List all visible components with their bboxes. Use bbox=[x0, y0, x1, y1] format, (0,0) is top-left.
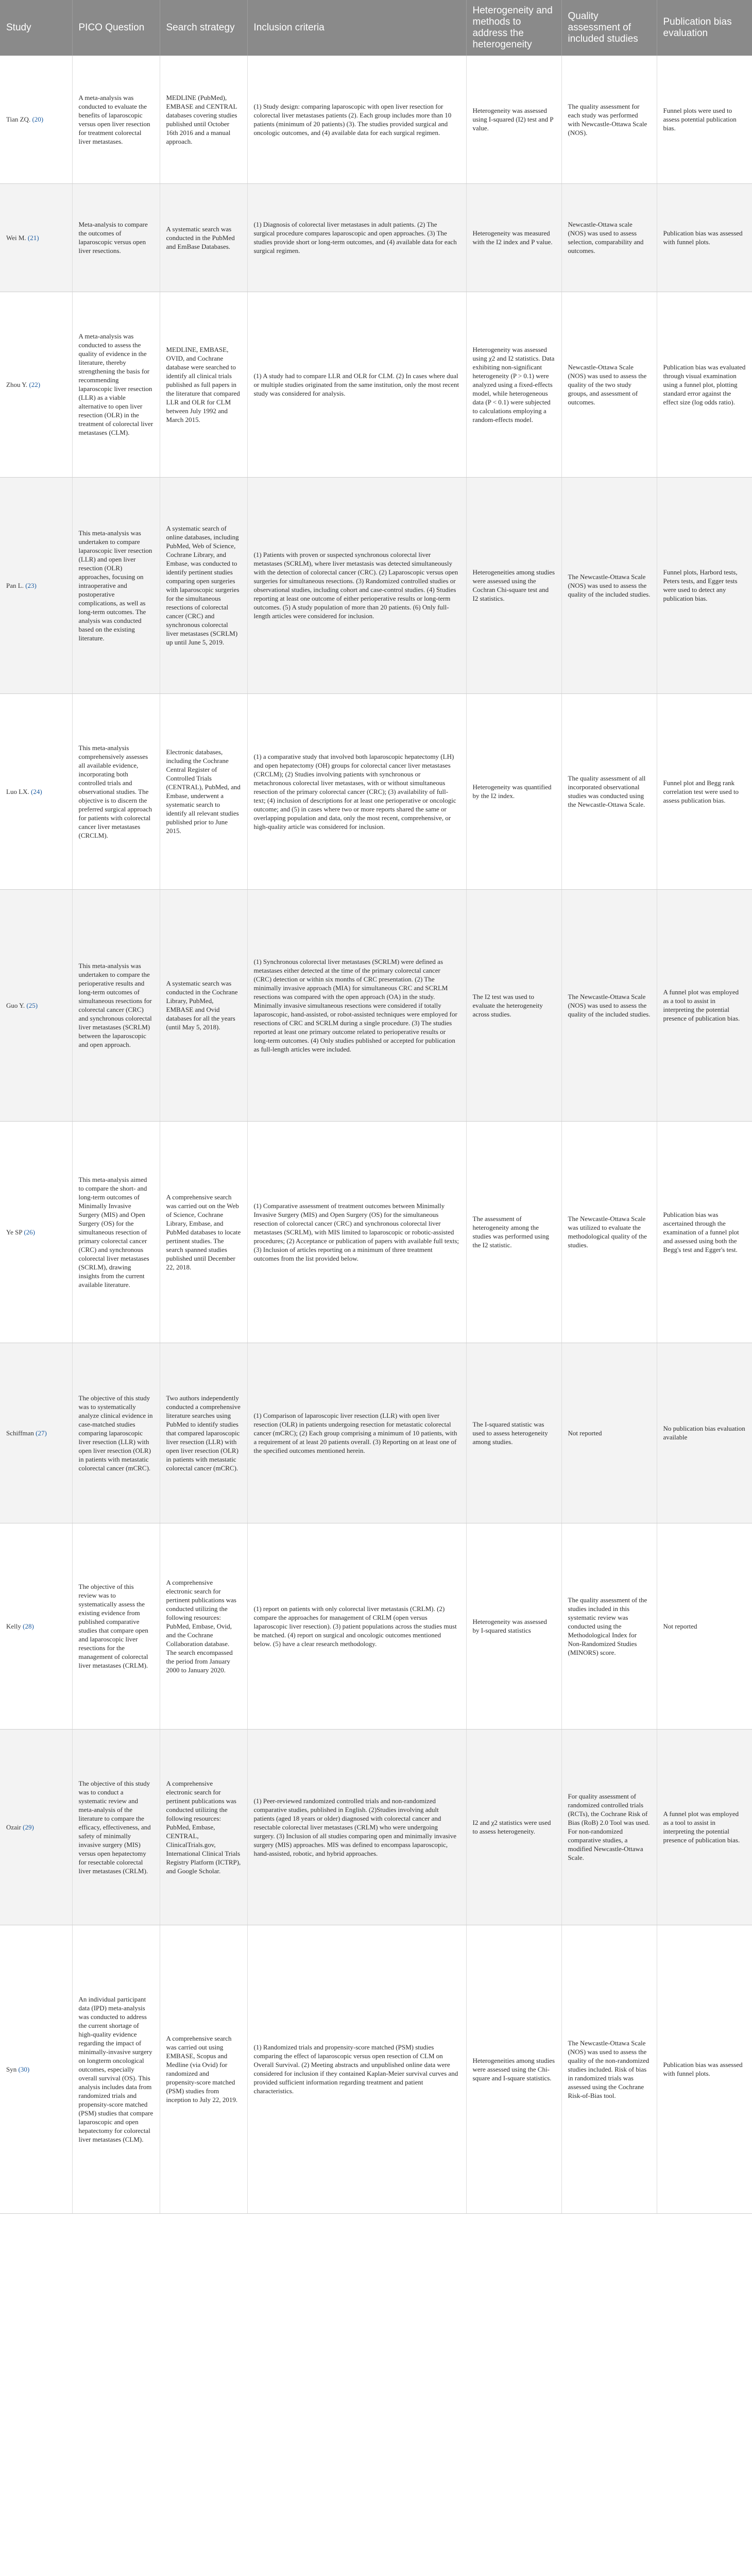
search-strategy-cell: Electronic databases, including the Cochrane Central Register of Controlled Trials (CENTRAL), PubMed, and Embase, underwent a systematic search to identify all relevant studies published prior to June 2015. bbox=[160, 693, 247, 889]
study-cell bbox=[0, 1523, 72, 1729]
inclusion-criteria-cell: (1) Peer-reviewed randomized controlled trials and non-randomized comparative studies, published in English. (2)Studies involving adult patients (aged 18 years or older) diagnosed with colorectal cancer and resectable colorectal liver metastases (CRLM) who were undergoing surgery. (3) Inclusion of all studies comparing open and minimally invasive surgery (MIS) approaches. MIS was defined to encompass laparoscopic, hand-assisted, robotic, and hybrid approaches. bbox=[247, 1729, 466, 1925]
study-reference-link[interactable]: (20) bbox=[32, 115, 44, 124]
study-name: Syn bbox=[6, 2065, 17, 2073]
study-cell bbox=[0, 1925, 72, 2213]
header-search: Search strategy bbox=[160, 0, 247, 56]
study-cell bbox=[0, 693, 72, 889]
heterogeneity-cell: Heterogeneities among studies were assessed using the Chi-square and I-square statistics. bbox=[466, 1925, 561, 2213]
heterogeneity-cell: Heterogeneity was assessed by I-squared statistics bbox=[466, 1523, 561, 1729]
inclusion-criteria-cell: (1) Comparative assessment of treatment outcomes between Minimally Invasive Surgery (MIS) and Open Surgery (OS) for the simultaneous resection of colorectal cancer (CRC) and synchronous colorectal liver metastases (SCRLM), with MIS limited to laparoscopic or robotic-assisted procedures; (2) Acceptance or publication of papers with available full texts; (3) Inclusion of articles reporting on a minimum of three treatment outcomes from the list provided below. bbox=[247, 1121, 466, 1343]
inclusion-criteria-cell: (1) report on patients with only colorectal liver metastasis (CRLM). (2) compare the approaches for management of CRLM (open versus laparoscopic liver resection). (3) patient populations across the studies must be matched. (4) report on surgical and oncologic outcomes mentioned below. (5) have a clear research methodology. bbox=[247, 1523, 466, 1729]
search-strategy-cell: A systematic search was conducted in the Cochrane Library, PubMed, EMBASE and Ovid databases for all the years (until May 5, 2018). bbox=[160, 889, 247, 1121]
table-row bbox=[0, 1925, 752, 2213]
study-name: Tian ZQ. bbox=[6, 115, 31, 124]
study-reference-link[interactable]: (27) bbox=[36, 1429, 47, 1437]
header-inclusion: Inclusion criteria bbox=[247, 0, 466, 56]
study-reference-link[interactable]: (22) bbox=[29, 380, 41, 388]
pico-cell: The objective of this study was to conduct a systematic review and meta-analysis of the literature to compare the efficacy, effectiveness, and safety of minimally invasive surgery (MIS) versus open hepatectomy for resectable colorectal liver metastases (CRLM). bbox=[72, 1729, 160, 1925]
search-strategy-cell: Two authors independently conducted a comprehensive literature searches using PubMed to identify studies that compared laparoscopic liver resection (LLR) with open liver resection (OLR) in patients with metastatic colorectal cancer (mCRC). bbox=[160, 1343, 247, 1523]
search-strategy-cell: A comprehensive electronic search for pertinent publications was conducted utilizing the following resources: PubMed, Embase, CENTRAL, ClinicalTrials.gov, International Clinical Trials Registry Platform (ICTRP), and Google Scholar. bbox=[160, 1729, 247, 1925]
study-reference-link[interactable]: (26) bbox=[24, 1228, 36, 1236]
study-cell bbox=[0, 1343, 72, 1523]
study-name: Guo Y. bbox=[6, 1001, 25, 1009]
study-cell bbox=[0, 183, 72, 292]
pico-cell: An individual participant data (IPD) meta-analysis was conducted to address the current shortage of high-quality evidence regarding the impact of minimally-invasive surgery on longterm oncological outcomes, especially overall survival (OS). This analysis includes data from randomized trials and propensity-score matched (PSM) studies that compare laparoscopic and open hepatectomy for colorectal liver metastases (CLM). bbox=[72, 1925, 160, 2213]
search-strategy-cell: MEDLINE, EMBASE, OVID, and Cochrane database were searched to identify all clinical trials published as full papers in the literature that compared LLR and OLR for CLM between July 1992 and March 2015. bbox=[160, 292, 247, 477]
header-pico: PICO Question bbox=[72, 0, 160, 56]
publication-bias-cell: A funnel plot was employed as a tool to assist in interpreting the potential presence of publication bias. bbox=[657, 1729, 752, 1925]
publication-bias-cell: No publication bias evaluation available bbox=[657, 1343, 752, 1523]
study-reference-link[interactable]: (23) bbox=[25, 581, 37, 589]
pico-cell: This meta-analysis was undertaken to compare the perioperative results and long-term outcomes of simultaneous resections for colorectal cancer (CRC) and synchronous colorectal liver metastases (SCRLM) between the laparoscopic and open approach. bbox=[72, 889, 160, 1121]
quality-assessment-cell: For quality assessment of randomized controlled trials (RCTs), the Cochrane Risk of Bias (RoB) 2.0 Tool was used. For non-randomized comparative studies, a modified Newcastle-Ottawa Scale. bbox=[561, 1729, 657, 1925]
heterogeneity-cell: I2 and χ2 statistics were used to assess heterogeneity. bbox=[466, 1729, 561, 1925]
table-row bbox=[0, 56, 752, 183]
header-study: Study bbox=[0, 0, 72, 56]
table-row bbox=[0, 1121, 752, 1343]
search-strategy-cell: A comprehensive search was carried out using EMBASE, Scopus and Medline (via Ovid) for randomized and propensity-score matched (PSM) studies from inception to July 22, 2019. bbox=[160, 1925, 247, 2213]
table-row bbox=[0, 693, 752, 889]
quality-assessment-cell: The Newcastle-Ottawa Scale (NOS) was used to assess the quality of the included studies. bbox=[561, 889, 657, 1121]
header-heterogeneity: Heterogeneity and methods to address the heterogeneity bbox=[466, 0, 561, 56]
pico-cell: This meta-analysis was undertaken to compare laparoscopic liver resection (LLR) and open liver resection (OLR) approaches, focusing on intraoperative and postoperative complications, as well as long-term outcomes. The analysis was conducted based on the existing literature. bbox=[72, 477, 160, 693]
study-name: Luo LX. bbox=[6, 787, 29, 795]
quality-assessment-cell: The Newcastle-Ottawa Scale was utilized to evaluate the methodological quality of the studies. bbox=[561, 1121, 657, 1343]
search-strategy-cell: A comprehensive search was carried out on the Web of Science, Cochrane Library, Embase, and PubMed databases to locate pertinent studies. The search spanned studies published until December 22, 2018. bbox=[160, 1121, 247, 1343]
table-row bbox=[0, 1523, 752, 1729]
quality-assessment-cell: Not reported bbox=[561, 1343, 657, 1523]
study-cell bbox=[0, 292, 72, 477]
heterogeneity-cell: The assessment of heterogeneity among the studies was performed using the I2 statistic. bbox=[466, 1121, 561, 1343]
publication-bias-cell: Publication bias was assessed with funnel plots. bbox=[657, 183, 752, 292]
publication-bias-cell: A funnel plot was employed as a tool to assist in interpreting the potential presence of publication bias. bbox=[657, 889, 752, 1121]
search-strategy-cell: MEDLINE (PubMed), EMBASE and CENTRAL databases covering studies published until October 16th 2016 and a manual approach. bbox=[160, 56, 247, 183]
inclusion-criteria-cell: (1) Randomized trials and propensity-score matched (PSM) studies comparing the effect of laparoscopic versus open resection of CLM on Overall Survival. (2) Meeting abstracts and unpublished online data were considered for inclusion if they contained Kaplan-Meier survival curves and provided sufficient information regarding treatment and patient characteristics. bbox=[247, 1925, 466, 2213]
study-cell bbox=[0, 56, 72, 183]
publication-bias-cell: Publication bias was ascertained through the examination of a funnel plot and assessed using both the Begg's test and Egger's test. bbox=[657, 1121, 752, 1343]
quality-assessment-cell: The quality assessment of all incorporated observational studies was conducted using the Newcastle-Ottawa Scale. bbox=[561, 693, 657, 889]
pico-cell: This meta-analysis comprehensively assesses all available evidence, incorporating both controlled trials and observational studies. The objective is to discern the preferred surgical approach for patients with colorectal cancer liver metastases (CRCLM). bbox=[72, 693, 160, 889]
heterogeneity-cell: The I-squared statistic was used to assess heterogeneity among studies. bbox=[466, 1343, 561, 1523]
table-row bbox=[0, 477, 752, 693]
heterogeneity-cell: The I2 test was used to evaluate the heterogeneity across studies. bbox=[466, 889, 561, 1121]
publication-bias-cell: Funnel plot and Begg rank correlation test were used to assess publication bias. bbox=[657, 693, 752, 889]
table-row bbox=[0, 1343, 752, 1523]
quality-assessment-cell: Newcastle-Ottawa scale (NOS) was used to assess selection, comparability and outcomes. bbox=[561, 183, 657, 292]
heterogeneity-cell: Heterogeneity was measured with the I2 index and P value. bbox=[466, 183, 561, 292]
search-strategy-cell: A systematic search was conducted in the PubMed and EmBase Databases. bbox=[160, 183, 247, 292]
search-strategy-cell: A comprehensive electronic search for pertinent publications was conducted utilizing the following resources: PubMed, Embase, Ovid, and the Cochrane Collaboration database. The search encompassed the period from January 2000 to January 2020. bbox=[160, 1523, 247, 1729]
pico-cell: This meta-analysis aimed to compare the short- and long-term outcomes of Minimally Invasive Surgery (MIS) and Open Surgery (OS) for the simultaneous resection of primary colorectal cancer (CRC) and synchronous colorectal liver metastases (SCRLM), drawing insights from the current available literature. bbox=[72, 1121, 160, 1343]
study-cell bbox=[0, 889, 72, 1121]
study-reference-link[interactable]: (25) bbox=[26, 1001, 38, 1009]
study-name: Ye SP bbox=[6, 1228, 23, 1236]
pico-cell: The objective of this review was to systematically assess the existing evidence from published comparative studies that compare open and laparoscopic liver resections for the management of colorectal liver metastases (CRLM). bbox=[72, 1523, 160, 1729]
table-row bbox=[0, 889, 752, 1121]
inclusion-criteria-cell: (1) Diagnosis of colorectal liver metastases in adult patients. (2) The surgical procedure compares laparoscopic and open approaches. (3) The studies provide short or long-term outcomes, and (4) available data for each surgical regimen. bbox=[247, 183, 466, 292]
study-reference-link[interactable]: (24) bbox=[31, 787, 42, 795]
inclusion-criteria-cell: (1) a comparative study that involved both laparoscopic hepatectomy (LH) and open hepatectomy (OH) groups for colorectal cancer liver metastases (CRCLM); (2) Studies involving patients with synchronous or metachronous colorectal liver metastases, with or without simultaneous resection of the primary colorectal cancer (CRC); (3) availability of full-text; (4) inclusion of descriptions for at least one perioperative or oncologic outcome; and (5) in cases where two or more reports shared the same or overlapping population and data, only the most recent, comprehensive, or high-quality article was considered for inclusion. bbox=[247, 693, 466, 889]
heterogeneity-cell: Heterogeneity was assessed using I-squared (I2) test and P value. bbox=[466, 56, 561, 183]
study-reference-link[interactable]: (29) bbox=[23, 1823, 34, 1831]
pico-cell: A meta-analysis was conducted to assess the quality of evidence in the literature, thereby strengthening the basis for recommending laparoscopic liver resection (LLR) as a viable alternative to open liver resection (OLR) in the treatment of colorectal liver metastases (CLM). bbox=[72, 292, 160, 477]
study-reference-link[interactable]: (28) bbox=[23, 1622, 34, 1630]
study-reference-link[interactable]: (30) bbox=[18, 2065, 30, 2073]
quality-assessment-cell: The quality assessment for each study was performed with Newcastle-Ottawa Scale (NOS). bbox=[561, 56, 657, 183]
study-reference-link[interactable]: (21) bbox=[27, 233, 39, 242]
inclusion-criteria-cell: (1) Synchronous colorectal liver metastases (SCRLM) were defined as metastases either detected at the time of the primary colorectal cancer (CRC) detection or within six months of CRC presentation. (2) The minimally invasive approach (MIA) for simultaneous CRC and SCRLM resections was compared with the open approach (OA) in the study. Minimally invasive simultaneous resections were considered if totally laparoscopic, hand-assisted, or robot-assisted techniques were employed for resections of CRC and SCRLM during a single procedure. (3) The studies reported at least one primary outcome related to perioperative results or long-term outcomes. (4) Only studies published or accepted for publication as full-length articles were included. bbox=[247, 889, 466, 1121]
quality-assessment-cell: The Newcastle-Ottawa Scale (NOS) was used to assess the quality of the included studies. bbox=[561, 477, 657, 693]
quality-assessment-cell: The quality assessment of the studies included in this systematic review was conducted using the Methodological Index for Non-Randomized Studies (MINORS) score. bbox=[561, 1523, 657, 1729]
header-bias: Publication bias evaluation bbox=[657, 0, 752, 56]
quality-assessment-cell: The Newcastle-Ottawa Scale (NOS) was used to assess the quality of the non-randomized studies included. Risk of bias in randomized trials was assessed using the Cochrane Risk-of-Bias tool. bbox=[561, 1925, 657, 2213]
heterogeneity-cell: Heterogeneities among studies were assessed using the Cochran Chi-square test and I2 statistics. bbox=[466, 477, 561, 693]
inclusion-criteria-cell: (1) Comparison of laparoscopic liver resection (LLR) with open liver resection (OLR) in patients undergoing resection for metastatic colorectal cancer (mCRC); (2) Each group comprising a minimum of 10 patients, with a requirement of at least 20 patients overall. (3) Reporting on at least one of the specified outcomes mentioned herein. bbox=[247, 1343, 466, 1523]
publication-bias-cell: Publication bias was evaluated through visual examination using a funnel plot, plotting standard error against the effect size (log odds ratio). bbox=[657, 292, 752, 477]
publication-bias-cell: Funnel plots, Harbord tests, Peters tests, and Egger tests were used to detect any publication bias. bbox=[657, 477, 752, 693]
inclusion-criteria-cell: (1) Study design: comparing laparoscopic with open liver resection for colorectal liver metastases patients (2). Each group includes more than 10 patients (minimum of 20 patients) (3). The studies provided surgical and oncologic outcomes, and (4) available data for each surgical regimen. bbox=[247, 56, 466, 183]
table-row bbox=[0, 183, 752, 292]
study-name: Wei M. bbox=[6, 233, 26, 242]
study-name: Schiffman bbox=[6, 1429, 34, 1437]
study-name: Pan L. bbox=[6, 581, 24, 589]
publication-bias-cell: Not reported bbox=[657, 1523, 752, 1729]
pico-cell: Meta-analysis to compare the outcomes of laparoscopic versus open liver resections. bbox=[72, 183, 160, 292]
header-quality: Quality assessment of included studies bbox=[561, 0, 657, 56]
search-strategy-cell: A systematic search of online databases, including PubMed, Web of Science, Cochrane Library, and Embase, was conducted to identify pertinent studies comparing open surgeries with laparoscopic surgeries for the simultaneous resections of colorectal cancer (CRC) and synchronous colorectal liver metastases (SCRLM) up until June 5, 2019. bbox=[160, 477, 247, 693]
pico-cell: A meta-analysis was conducted to evaluate the benefits of laparoscopic versus open liver resection for treatment colorectal liver metastases. bbox=[72, 56, 160, 183]
quality-assessment-cell: Newcastle-Ottawa Scale (NOS) was used to assess the quality of the two study groups, and assessment of outcomes. bbox=[561, 292, 657, 477]
study-cell bbox=[0, 1729, 72, 1925]
heterogeneity-cell: Heterogeneity was quantified by the I2 index. bbox=[466, 693, 561, 889]
publication-bias-cell: Funnel plots were used to assess potential publication bias. bbox=[657, 56, 752, 183]
publication-bias-cell: Publication bias was assessed with funnel plots. bbox=[657, 1925, 752, 2213]
study-cell bbox=[0, 1121, 72, 1343]
study-name: Kelly bbox=[6, 1622, 21, 1630]
inclusion-criteria-cell: (1) A study had to compare LLR and OLR for CLM. (2) In cases where dual or multiple studies originated from the same institution, only the most recent study was considered for analysis. bbox=[247, 292, 466, 477]
study-cell bbox=[0, 477, 72, 693]
inclusion-criteria-cell: (1) Patients with proven or suspected synchronous colorectal liver metastases (SCRLM), where liver metastasis was detected simultaneously with the detection of colorectal cancer (CRC). (2) Laparoscopic versus open surgeries for simultaneous resections. (3) Randomized controlled studies or observational studies, including cohort and case-control studies. (4) Studies reporting at least one outcome of either perioperative results or long-term outcomes. (5) A study population of more than 20 patients. (6) Only full-length articles were considered for inclusion. bbox=[247, 477, 466, 693]
pico-cell: The objective of this study was to systematically analyze clinical evidence in case-matched studies comparing laparoscopic liver resection (LLR) with open liver resection (OLR) in patients with metastatic colorectal cancer (mCRC). bbox=[72, 1343, 160, 1523]
table-row bbox=[0, 292, 752, 477]
study-name: Zhou Y. bbox=[6, 380, 28, 388]
heterogeneity-cell: Heterogeneity was assessed using χ2 and I2 statistics. Data exhibiting non-significant heterogeneity (P > 0.1) were analyzed using a fixed-effects model, while heterogeneous data (P < 0.1) were subjected to calculations employing a random-effects model. bbox=[466, 292, 561, 477]
table-row bbox=[0, 1729, 752, 1925]
study-name: Ozair bbox=[6, 1823, 21, 1831]
header-row bbox=[0, 0, 752, 56]
